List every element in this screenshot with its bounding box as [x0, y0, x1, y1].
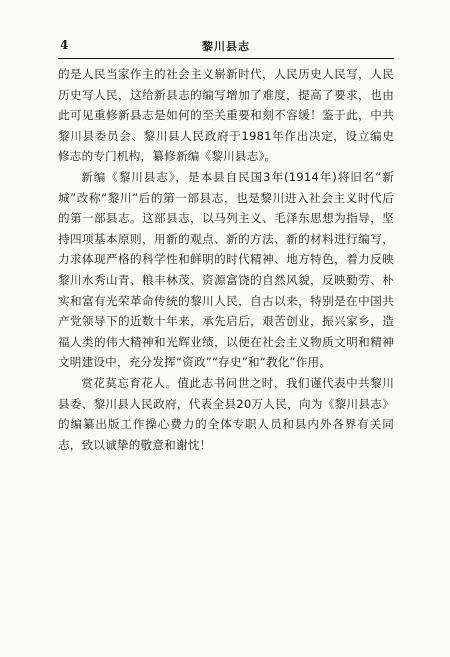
paragraph-new-county-annals: 新编《黎川县志》，是本县自民国3年(1914年)将旧名“新城”改称“黎川”后的第一部县志，也是黎川进入社会主义时代后的第一部县志。这部县志，以马列主义、毛泽东思想为指导，坚持四项基本原则，用新的观点、新的方法、新的材料进行编写，力求体现严格的科学性和鲜明的时代精神、地方特色，着力反映黎川水秀山青、粮丰林茂、资源富饶的自然风貌，反映勤劳、朴实和富有光荣革命传统的黎川人民，自古以来，特别是在中国共产党领导下的近数十年来，承先启后，艰苦创业，振兴家乡，造福人类的伟大精神和光辉业绩，以便在社会主义物质文明和精神文明建设中，充分发挥“资政”“存史”和“教化”作用。 — [58, 169, 394, 370]
page-number: 4 — [60, 38, 69, 52]
page-header — [58, 37, 394, 55]
body-text — [58, 64, 394, 455]
paragraph-acknowledgement: 赏花莫忘育花人。值此志书问世之时，我们谨代表中共黎川县委、黎川县人民政府，代表全县20万人民，向为《黎川县志》的编纂出版工作操心费力的全体专职人员和县内外各界有关同志，致以诚挚的敬意和谢忱！ — [58, 375, 394, 452]
paragraph-continued: 的是人民当家作主的社会主义崭新时代，人民历史人民写，人民历史写人民，这给新县志的编写增加了难度，提高了要求，也由此可见重修新县志是如何的至关重要和刻不容缓！鉴于此，中共黎川县委员会、黎川县人民政府于1981年作出决定，设立编史修志的专门机构，纂修新编《黎川县志》。 — [58, 67, 394, 164]
running-title: 黎川县志 — [202, 40, 250, 53]
header-rule — [58, 58, 394, 59]
